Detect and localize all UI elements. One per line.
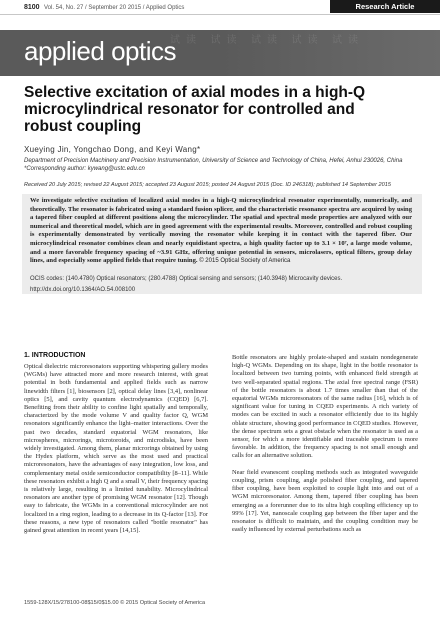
left-column-text: Optical dielectric microresonators supporting whispering gallery modes (WGMs) have attracted more and more research interest, with great potential in both fundamental and applied fields such as narrow linewidth filters [1], biosensors [2], optical delay lines [3,4], nonlinear optics [5], and cavity quantum electrodynamics (CQED) [6,7]. Benefiting from their ability to confine light spatially and temporally, characterized by the mode volume V and quality factor Q, WGM resonators significantly enhance the light–matter interactions. Over the past two decades, standard equatorial WGM resonators, like microspheres, microrings, microtoroids, and microdisks, have been widely investigated. Among them, planar microrings obtained by using the Hydex platform, which serve as the most used and practical microresonators, have the advantages of easy integration, low loss, and complementary metal oxide semiconductor compatibility [8–11]. While these resonators exhibit a high Q and a small V, their frequency spacing is relatively large, resulting in a limited tunability. Microcylindrical resonators are another type of promising WGM resonator [12]. Though easy to fabricate, the WGMs in a conventional microcylinder are not localized in a ring region, leading to a decrease in its Q-factor [13]. For these reasons, a new type of resonators called "bottle resonator" has gained great attention in recent years [14,15]. <box>24 363 208 535</box>
ocis-codes: OCIS codes: (140.4780) Optical resonators; (280.4788) Optical sensing and sensors; (140.3948) Microcavity devices. <box>30 276 343 282</box>
article-title: Selective excitation of axial modes in a high-Q microcylindrical resonator for controlled and robust coupling <box>24 84 366 135</box>
article-authors: Xueying Jin, Yongchao Dong, and Keyi Wang* <box>24 145 201 154</box>
copyright: © 2015 Optical Society of America <box>199 258 291 265</box>
banner-watermark: 试读 试读 试读 试读 试读 <box>170 35 364 46</box>
header-rule <box>0 14 440 15</box>
article-dates: Received 20 July 2015; revised 22 August 2015; accepted 23 August 2015; posted 24 August 2015 (Doc. ID 246318); published 14 September 2015 <box>24 182 391 188</box>
affiliation <box>24 158 424 173</box>
journal-banner <box>0 30 440 76</box>
corresponding-author: *Corresponding author: kywang@ustc.edu.cn <box>24 165 145 172</box>
abstract <box>30 197 412 266</box>
doi-link[interactable]: http://dx.doi.org/10.1364/AO.54.008100 <box>30 287 136 293</box>
footer: 1559-128X/15/278100-08$15/0$15.00 © 2015 Optical Society of America <box>24 600 206 606</box>
abstract-text: We investigate selective excitation of localized axial modes in a high-Q microcylindrical resonator experimentally, numerically, and theoretically. The resonator is fabricated using a standard fusion splicer, and the characteristic resonance spectra are acquired by using a tapered fiber coupled at different positions along the microcylinder. The spatial and spectral mode properties are analyzed with our numerical and theoretical model, which are in good agreement with the experimental results. Moreover, controlled and robust coupling is experimentally demonstrated by vertically moving the resonator while keeping it in contact with the tapered fiber. Our microcylindrical resonator combines clean and nearly equidistant spectra, a high quality factor up to 3.1 × 10⁷, a large mode volume, and a more favorable frequency spacing of ~3.91 GHz, offering unique potential in sensors, microlasers, optical filters, group delay lines, and especially some applied fields that require tuning. <box>30 197 412 265</box>
section-heading: 1. INTRODUCTION <box>24 352 86 359</box>
page-number: 8100 <box>24 4 40 11</box>
affiliation-text: Department of Precision Machinery and Precision Instrumentation, University of Science and Technology of China, Hefei, Anhui 230026, China <box>24 158 403 164</box>
right-column-text: Bottle resonators are highly prolate-shaped and sustain nondegenerate high-Q WGMs. Depending on its shape, light in the bottle resonator is localized between two turning points, with enhanced field strength at two well-separated spatial regions. The axial free spectral range (FSR) of the bottle resonators is about 1.7 times smaller than that of the equatorial WGMs microresonators of the same radius [16], which is of significant value for tuning in CQED experiments. A rich variety of modes can be excited in such a resonator efficiently due to its highly oblate structure, showing good performance in CQED studies. However, the dense spectrum sets a great obstacle when the resonator is used as a sensor, for which a more identifiable and traceable spectrum is more favorable. In addition, the frequency spacing is not small enough and calls for an alternative solution. Near field evanescent coupling methods such as integrated waveguide coupling, prism coupling, angle polished fiber coupling, and tapered fiber coupling, have been exploited to couple light into and out of a WGM microresonator. Among them, tapered fiber coupling has been emerging as a forerunner due to its ultra high coupling efficiency up to 99% [17]. Yet, nanoscale coupling gap between the fiber taper and the resonator is difficult to maintain, and the coupling condition may be easily influenced by external perturbations such as <box>232 354 418 534</box>
section-badge: Research Article <box>330 0 440 13</box>
journal-title: applied optics <box>24 36 176 66</box>
journal-info: Vol. 54, No. 27 / September 20 2015 / Applied Optics <box>44 4 185 11</box>
